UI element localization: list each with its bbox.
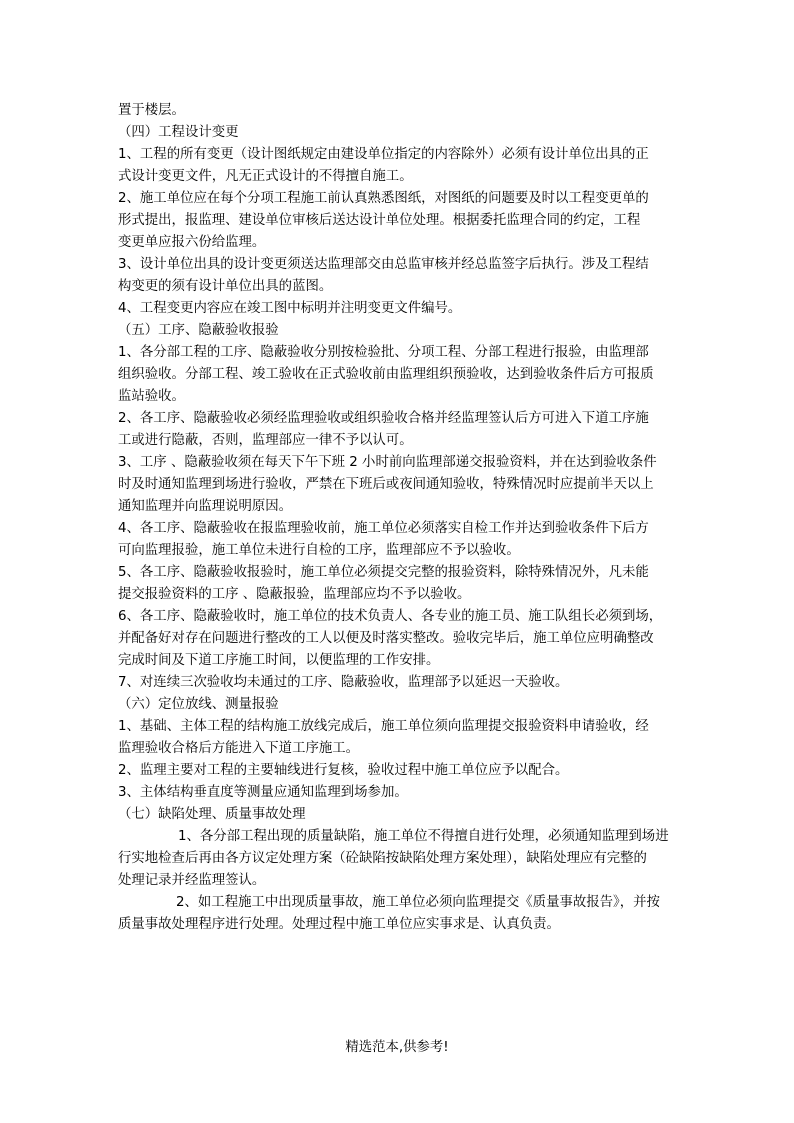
text-line: 形式提出，报监理、建设单位审核后送达设计单位处理。根据委托监理合同的约定，工程 — [118, 213, 641, 228]
text-line: 通知监理并向监理说明原因。 — [118, 499, 293, 514]
text-line: 提交报验资料的工序 、隐蔽报验，监理部应均不予以验收。 — [118, 587, 471, 602]
text-line: 2、施工单位应在每个分项工程施工前认真熟悉图纸，对图纸的问题要及时以工程变更单的 — [118, 191, 649, 206]
text-line: 并配备好对存在问题进行整改的工人以便及时落实整改。验收完毕后，施工单位应明确整改 — [118, 631, 654, 646]
text-line: 完成时间及下道工序施工时间，以便监理的工作安排。 — [118, 653, 440, 668]
section-heading: （四）工程设计变更 — [118, 125, 239, 140]
text-line: 3、工序 、隐蔽验收须在每天下午下班 2 小时前向监理部递交报验资料，并在达到验收条件 — [118, 455, 657, 470]
text-line: 处理记录并经监理签认。 — [118, 873, 266, 888]
text-line: 1、各分部工程的工序、隐蔽验收分别按检验批、分项工程、分部工程进行报验，由监理部 — [118, 345, 649, 360]
section-heading: （七）缺陷处理、质量事故处理 — [118, 807, 306, 822]
section-heading: （五）工序、隐蔽验收报验 — [118, 323, 279, 338]
section-heading: （六）定位放线、测量报验 — [118, 697, 279, 712]
text-line: 可向监理报验，施工单位未进行自检的工序，监理部应不予以验收。 — [118, 543, 520, 558]
page-footer: 精选范本,供参考! — [345, 1040, 449, 1055]
text-line: 行实地检查后再由各方议定处理方案（砼缺陷按缺陷处理方案处理），缺陷处理应有完整的 — [118, 851, 647, 866]
text-line: 构变更的须有设计单位出具的蓝图。 — [118, 279, 333, 294]
text-line: 2、如工程施工中出现质量事故，施工单位必须向监理提交《质量事故报告》，并按 — [176, 895, 660, 910]
text-line: 3、主体结构垂直度等测量应通知监理到场参加。 — [118, 785, 408, 800]
text-line: 1、各分部工程出现的质量缺陷，施工单位不得擅自进行处理，必须通知监理到场进 — [178, 829, 669, 844]
text-line: 置于楼层。 — [118, 103, 185, 118]
text-line: 组织验收。分部工程、竣工验收在正式验收前由监理组织预验收，达到验收条件后方可报质 — [118, 367, 654, 382]
document-body — [118, 100, 678, 936]
text-line: 1、工程的所有变更（设计图纸规定由建设单位指定的内容除外）必须有设计单位出具的正 — [118, 147, 649, 162]
text-line: 1、基础、主体工程的结构施工放线完成后，施工单位须向监理提交报验资料申请验收，经 — [118, 719, 649, 734]
text-line: 4、各工序、隐蔽验收在报监理验收前，施工单位必须落实自检工作并达到验收条件下后方 — [118, 521, 649, 536]
text-line: 2、监理主要对工程的主要轴线进行复核，验收过程中施工单位应予以配合。 — [118, 763, 569, 778]
text-line: 监理验收合格后方能进入下道工序施工。 — [118, 741, 360, 756]
text-line: 5、各工序、隐蔽验收报验时，施工单位必须提交完整的报验资料，除特殊情况外，凡未能 — [118, 565, 649, 580]
text-line: 质量事故处理程序进行处理。处理过程中施工单位应实事求是、认真负责。 — [118, 917, 560, 932]
text-line: 时及时通知监理到场进行验收，严禁在下班后或夜间通知验收，特殊情况时应提前半天以上 — [118, 477, 654, 492]
text-line: 工或进行隐蔽，否则，监理部应一律不予以认可。 — [118, 433, 413, 448]
text-line: 监站验收。 — [118, 389, 185, 404]
text-line: 4、工程变更内容应在竣工图中标明并注明变更文件编号。 — [118, 301, 462, 316]
text-line: 7、对连续三次验收均未通过的工序、隐蔽验收，监理部予以延迟一天验收。 — [118, 675, 569, 690]
text-line: 3、设计单位出具的设计变更须送达监理部交由总监审核并经总监签字后执行。涉及工程结 — [118, 257, 649, 272]
text-line: 式设计变更文件，凡无正式设计的不得擅自施工。 — [118, 169, 413, 184]
text-line: 变更单应报六份给监理。 — [118, 235, 266, 250]
text-line: 6、各工序、隐蔽验收时，施工单位的技术负责人、各专业的施工员、施工队组长必须到场， — [118, 609, 663, 624]
text-line: 2、各工序、隐蔽验收必须经监理验收或组织验收合格并经监理签认后方可进入下道工序施 — [118, 411, 649, 426]
